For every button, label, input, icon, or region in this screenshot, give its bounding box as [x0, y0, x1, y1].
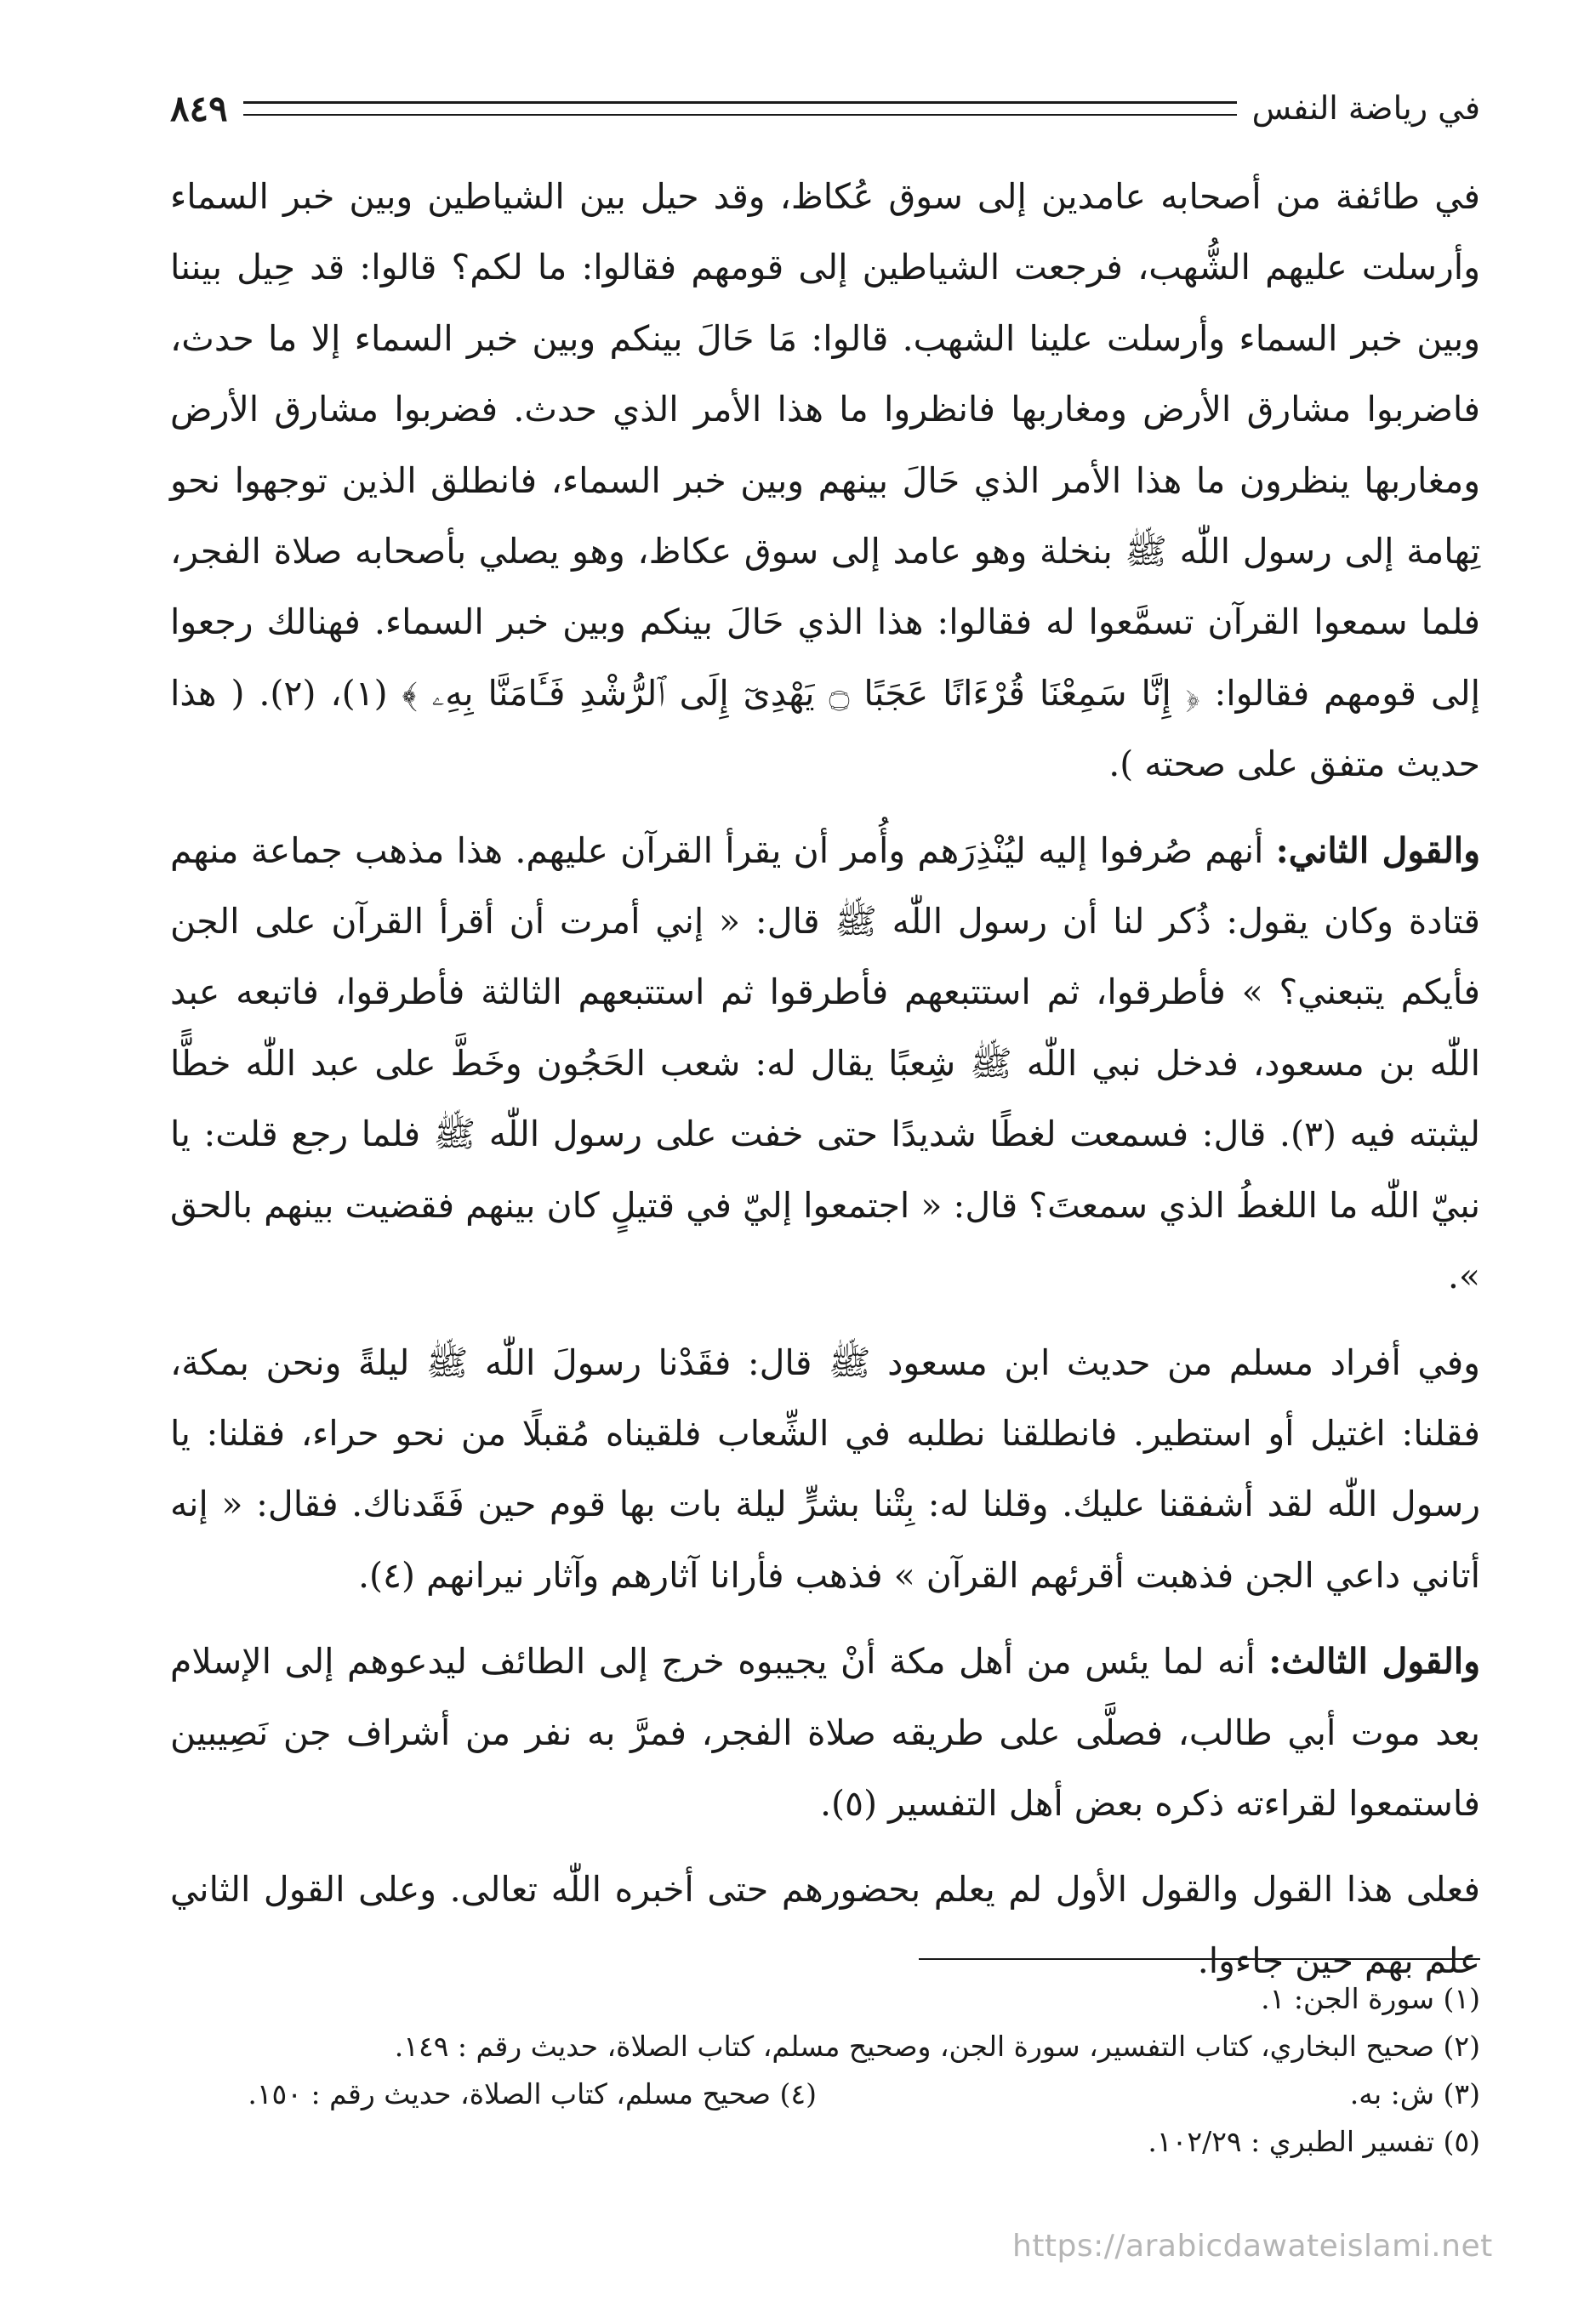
footnote-5: (٥) تفسير الطبري : ١٠٢/٢٩.	[1148, 2125, 1480, 2158]
page-header	[170, 78, 1480, 138]
paragraph	[170, 1626, 1480, 1839]
main-text	[170, 162, 1480, 2012]
paragraph	[170, 816, 1480, 1313]
paragraph-text: فعلى هذا القول والقول الأول لم يعلم بحضورهم حتى أخبره اللّٰه تعالى. وعلى القول الثاني علم بهم حين جاءوا.	[170, 1869, 1480, 1981]
paragraph-text: في طائفة من أصحابه عامدين إلى سوق عُكاظ، وقد حيل بين الشياطين وبين خبر السماء وأرسلت عليهم الشُّهب، فرجعت الشياطين إلى قومهم فقالوا: ما لكم؟ قالوا: قد حِيل بيننا وبين خبر السماء وأرسلت علينا الشهب. قالوا: مَا حَالَ بينكم وبين خبر السماء إلا ما حدث، فاضربوا مشارق الأرض ومغاربها فانظروا ما هذا الأمر الذي حدث. فضربوا مشارق الأرض ومغاربها ينظرون ما هذا الأمر الذي حَالَ بينهم وبين خبر السماء، فانطلق الذين توجهوا نحو تِهامة إلى رسول اللّٰه ﷺ بنخلة وهو عامد إلى سوق عكاظ، وهو يصلي بأصحابه صلاة الفجر، فلما سمعوا القرآن تسمَّعوا له فقالوا: هذا الذي حَالَ بينكم وبين خبر السماء. فهنالك رجعوا إلى قومهم فقالوا: ﴿ إِنَّا سَمِعْنَا قُرْءَانًا عَجَبًا ۝ يَهْدِىٓ إِلَى ٱلرُّشْدِ فَـَٔامَنَّا بِهِۦ ﴾ (١)، (٢). ( هذا حديث متفق على صحته ).	[170, 176, 1480, 785]
footnote-1: (١) سورة الجن: ١.	[1261, 1982, 1480, 2015]
paragraph-lead: والقول الثاني:	[1275, 829, 1480, 871]
footnote-3: (٣) ش: به.	[1349, 2077, 1480, 2110]
header-rule	[243, 101, 1237, 116]
paragraph-text: أنهم صُرفوا إليه ليُنْذِرَهم وأُمر أن يقرأ القرآن عليهم. هذا مذهب جماعة منهم قتادة وكان يقول: ذُكر لنا أن رسول اللّٰه ﷺ قال: « إني أمرت أن أقرأ القرآن على الجن فأيكم يتبعني؟ » فأطرقوا، ثم استتبعهم فأطرقوا ثم استتبعهم الثالثة فأطرقوا، فاتبعه عبد اللّٰه بن مسعود، فدخل نبي اللّٰه ﷺ شِعبًا يقال له: شعب الحَجُون وخَطَّ على عبد اللّٰه خطًّا ليثبته فيه (٣). قال: فسمعت لغطًا شديدًا حتى خفت على رسول اللّٰه ﷺ فلما رجع قلت: يا نبيّ اللّٰه ما اللغطُ الذي سمعتَ؟ قال: « اجتمعوا إليّ في قتيلٍ كان بينهم فقضيت بينهم بالحق ».	[170, 829, 1480, 1297]
page-number: ٨٤٩	[170, 87, 228, 129]
footnotes	[170, 1975, 1480, 2166]
paragraph-lead: والقول الثالث:	[1268, 1641, 1481, 1683]
paragraph-text: وفي أفراد مسلم من حديث ابن مسعود ﷺ قال: فقَدْنا رسولَ اللّٰه ﷺ ليلةً ونحن بمكة، فقلنا: اغتيل أو استطير. فانطلقنا نطلبه في الشِّعاب فلقيناه مُقبلًا من نحو حراء، فقلنا: يا رسول اللّٰه لقد أشفقنا عليك. وقلنا له: بِتْنا بشرٍّ ليلة بات بها قوم حين فَقَدناك. فقال: « إنه أتاني داعي الجن فذهبت أقرئهم القرآن » فذهب فأرانا آثارهم وآثار نيرانهم (٤).	[170, 1341, 1480, 1596]
paragraph-text: أنه لما يئس من أهل مكة أنْ يجيبوه خرج إلى الطائف ليدعوهم إلى الإسلام بعد موت أبي طالب، فصلَّى على طريقه صلاة الفجر، فمرَّ به نفر من أشراف جن نَصِيبين فاستمعوا لقراءته ذكره بعض أهل التفسير (٥).	[170, 1641, 1480, 1824]
paragraph	[170, 1328, 1480, 1612]
footnote-2: (٢) صحيح البخاري، كتاب التفسير، سورة الجن، وصحيح مسلم، كتاب الصلاة، حديث رقم : ١٤٩.	[394, 2030, 1480, 2063]
source-watermark: https://arabicdawateislami.net	[1012, 2229, 1493, 2264]
footnote-4: (٤) صحيح مسلم، كتاب الصلاة، حديث رقم : ١٥٠.	[248, 2077, 817, 2110]
running-title: في رياضة النفس	[1251, 89, 1480, 127]
paragraph	[170, 162, 1480, 800]
footnote-row	[170, 2071, 1480, 2118]
footnote-separator	[919, 1958, 1480, 1960]
